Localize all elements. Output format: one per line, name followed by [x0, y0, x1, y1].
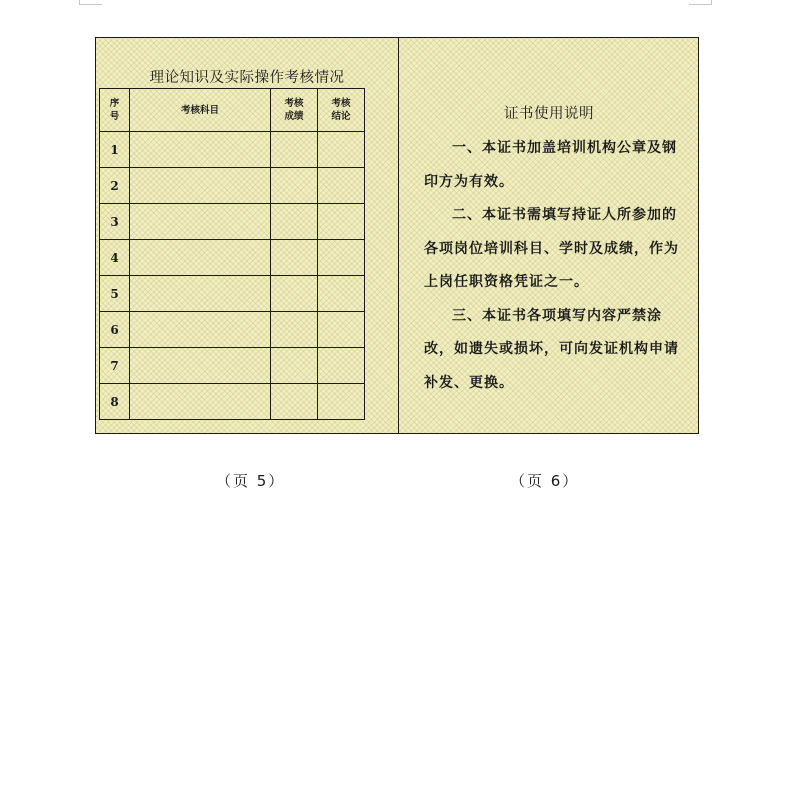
score-cell — [271, 204, 318, 240]
instruction-paragraph: 二、本证书需填写持证人所参加的各项岗位培训科目、学时及成绩，作为上岗任职资格凭证之一。 — [424, 207, 679, 290]
subject-cell — [130, 384, 271, 420]
crop-mark-right — [689, 0, 712, 5]
subject-cell — [130, 240, 271, 276]
header-no: 序 号 — [100, 89, 130, 132]
result-cell — [318, 312, 365, 348]
page-number-6: （页 6） — [510, 472, 580, 490]
row-number: 6 — [100, 312, 130, 348]
result-cell — [318, 168, 365, 204]
certificate-spread — [95, 37, 699, 434]
row-number: 5 — [100, 276, 130, 312]
subject-cell — [130, 276, 271, 312]
score-cell — [271, 240, 318, 276]
subject-cell — [130, 132, 271, 168]
table-row — [100, 240, 365, 276]
instructions-title: 证书使用说明 — [504, 106, 594, 122]
score-cell — [271, 168, 318, 204]
score-cell — [271, 384, 318, 420]
table-row — [100, 132, 365, 168]
score-cell — [271, 312, 318, 348]
result-cell — [318, 384, 365, 420]
result-cell — [318, 240, 365, 276]
subject-cell — [130, 312, 271, 348]
subject-cell — [130, 348, 271, 384]
table-row — [100, 168, 365, 204]
result-cell — [318, 348, 365, 384]
crop-mark-left — [79, 0, 102, 5]
table-row — [100, 276, 365, 312]
table-row — [100, 384, 365, 420]
subject-cell — [130, 168, 271, 204]
page-number-5: （页 5） — [216, 472, 286, 490]
result-cell — [318, 132, 365, 168]
header-result: 考核 结论 — [318, 89, 365, 132]
subject-cell — [130, 204, 271, 240]
result-cell — [318, 276, 365, 312]
row-number: 1 — [100, 132, 130, 168]
instruction-paragraph: 一、本证书加盖培训机构公章及钢印方为有效。 — [424, 140, 677, 190]
score-cell — [271, 132, 318, 168]
row-number: 7 — [100, 348, 130, 384]
score-cell — [271, 276, 318, 312]
table-row — [100, 312, 365, 348]
table-row — [100, 204, 365, 240]
row-number: 2 — [100, 168, 130, 204]
row-number: 3 — [100, 204, 130, 240]
assessment-table — [99, 88, 365, 420]
instruction-paragraph: 三、本证书各项填写内容严禁涂改，如遗失或损坏，可向发证机构申请补发、更换。 — [424, 307, 679, 391]
assessment-title: 理论知识及实际操作考核情况 — [149, 70, 345, 86]
score-cell — [271, 348, 318, 384]
header-subject: 考核科目 — [130, 89, 271, 132]
row-number: 8 — [100, 384, 130, 420]
result-cell — [318, 204, 365, 240]
page-divider — [398, 38, 399, 433]
table-header-row — [100, 89, 365, 132]
instructions-body — [424, 132, 686, 400]
table-row — [100, 348, 365, 384]
row-number: 4 — [100, 240, 130, 276]
header-score: 考核 成绩 — [271, 89, 318, 132]
